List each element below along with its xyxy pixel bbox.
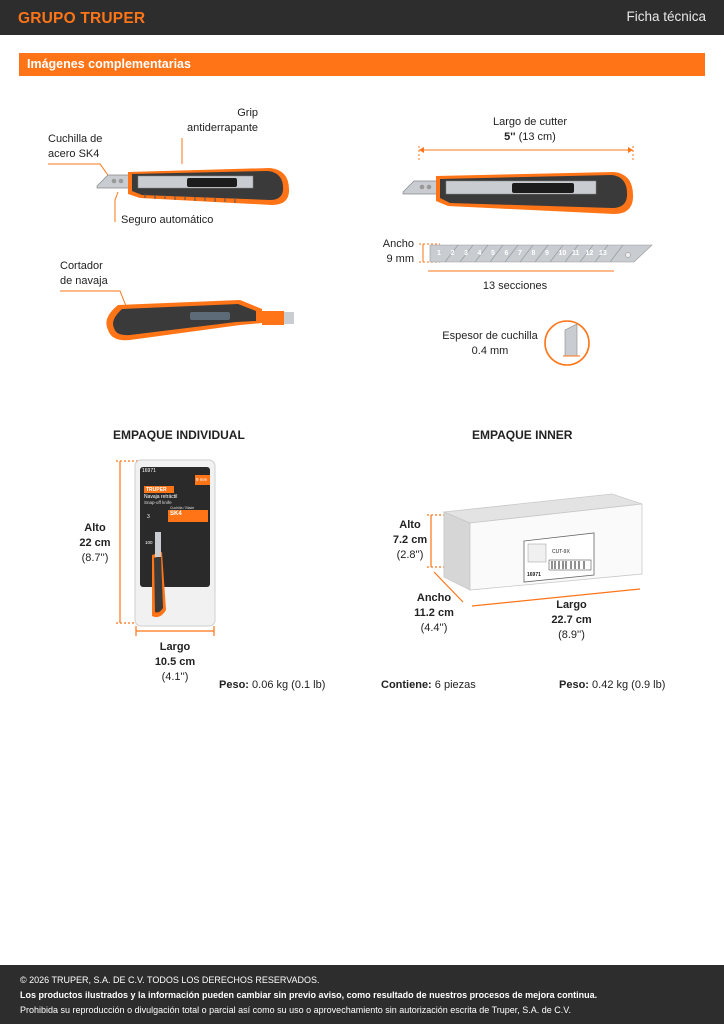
blade-section-number: 11 (572, 250, 580, 257)
blade-section-number: 3 (464, 250, 468, 257)
footer-prohibition: Prohibida su reproducción o divulgación total o parcial así como su uso o aprovechamiento sin autorización escrita de Truper, S.A. de C.V. (20, 1005, 571, 1015)
blade-section-number: 4 (477, 250, 482, 257)
inner-pack-title: EMPAQUE INNER (472, 428, 573, 442)
auto-lock-label: Seguro automático (121, 214, 214, 226)
card-count: 2x (174, 515, 182, 522)
card-steel: SK4 (170, 511, 182, 517)
snap-cutter-line1: Cortador (60, 260, 103, 272)
inner-box (444, 494, 642, 590)
footer (0, 965, 724, 1024)
card-name-1: Navaja retráctil (144, 494, 178, 500)
card-pack: 100 (145, 540, 153, 545)
box-code: 16971 (527, 572, 541, 578)
cutter-length-inch: 5'' (504, 131, 516, 143)
blade-section-number: 1 (437, 250, 441, 257)
inner-contents (381, 678, 491, 693)
individual-height-in: (8.7'') (81, 552, 109, 564)
individual-length-in: (4.1'') (161, 671, 189, 683)
cutter-length-title: Largo de cutter (493, 116, 567, 128)
card-steel-label: Cuchilla / Blade (170, 506, 195, 510)
individual-weight-label: Peso: (219, 679, 249, 691)
blade-thickness-title: Espesor de cuchilla (442, 330, 538, 342)
individual-length-label: Largo (159, 641, 191, 653)
inner-weight-value: 0.42 kg (0.9 lb) (592, 679, 666, 691)
blade-sections-label: 13 secciones (482, 280, 548, 292)
grip-label-line2: antiderrapante (187, 122, 258, 134)
card-brand: TRUPER (146, 487, 167, 493)
inner-length-label: Largo (556, 599, 587, 611)
grip-label-line1: Grip (237, 107, 258, 119)
inner-weight-label: Peso: (559, 679, 589, 691)
section-title: Imágenes complementarias (27, 57, 191, 71)
blade-thickness-icon (545, 321, 589, 365)
individual-pack-title: EMPAQUE INDIVIDUAL (113, 428, 245, 442)
blade-section-number: 13 (599, 250, 607, 257)
inner-contents-value: 6 piezas (434, 679, 476, 691)
blade-steel-line2: acero SK4 (48, 148, 100, 160)
footer-copyright: © 2026 TRUPER, S.A. DE C.V. TODOS LOS DERECHOS RESERVADOS. (20, 975, 320, 985)
inner-width (408, 591, 460, 636)
inner-height-in: (2.8'') (396, 549, 424, 561)
blade-width-value: 9 mm (386, 253, 414, 265)
blade-section-number: 8 (531, 250, 536, 257)
inner-width-cm: 11.2 cm (414, 607, 454, 619)
inner-contents-label: Contiene: (381, 679, 432, 691)
inner-length-cm: 22.7 cm (551, 614, 592, 626)
inner-length-in: (8.9'') (558, 629, 585, 641)
inner-height-label: Alto (399, 519, 421, 531)
card-code: 16971 (142, 468, 156, 474)
blade-section-number: 7 (518, 250, 522, 257)
inner-height (386, 518, 434, 563)
inner-weight (559, 678, 669, 693)
inner-height-cm: 7.2 cm (392, 534, 428, 546)
blade-section-number: 9 (545, 250, 549, 257)
blade-section-number: 6 (504, 250, 509, 257)
footer-notice: Los productos ilustrados y la información pueden cambiar sin previo aviso, como resultado de nuestros procesos de mejora continua. (20, 990, 598, 1000)
individual-length-cm: 10.5 cm (154, 656, 196, 668)
individual-weight-value: 0.06 kg (0.1 lb) (252, 679, 326, 691)
packaging-illustration (0, 440, 724, 690)
inner-length (544, 598, 599, 643)
card-size: 9 mm (196, 477, 208, 482)
cutter-length-view (403, 172, 633, 214)
cutter-length-cm: (13 cm) (518, 131, 556, 143)
card-name-2: Snap-off knife (144, 500, 172, 505)
doc-type-label: Ficha técnica (626, 9, 706, 24)
snap-cutter-line2: de navaja (60, 275, 108, 287)
individual-height-label: Alto (84, 522, 106, 534)
blade-section-number: 5 (491, 250, 495, 257)
blade-section-number: 10 (558, 250, 567, 257)
blade-steel-line1: Cuchilla de (48, 133, 103, 145)
blade-section-number: 12 (585, 250, 594, 257)
card-units: 3 (147, 514, 150, 520)
inner-width-in: (4.4'') (420, 622, 448, 634)
individual-height-cm: 22 cm (79, 537, 111, 549)
dimensions-illustration (0, 0, 724, 420)
inner-width-label: Ancho (416, 592, 452, 604)
blade-thickness-value: 0.4 mm (471, 345, 509, 357)
blade-section-number: 2 (450, 250, 455, 257)
box-model: CUT-9X (552, 549, 570, 555)
brand-logo: GRUPO TRUPER (18, 10, 146, 27)
blade-width-title: Ancho (382, 238, 414, 250)
